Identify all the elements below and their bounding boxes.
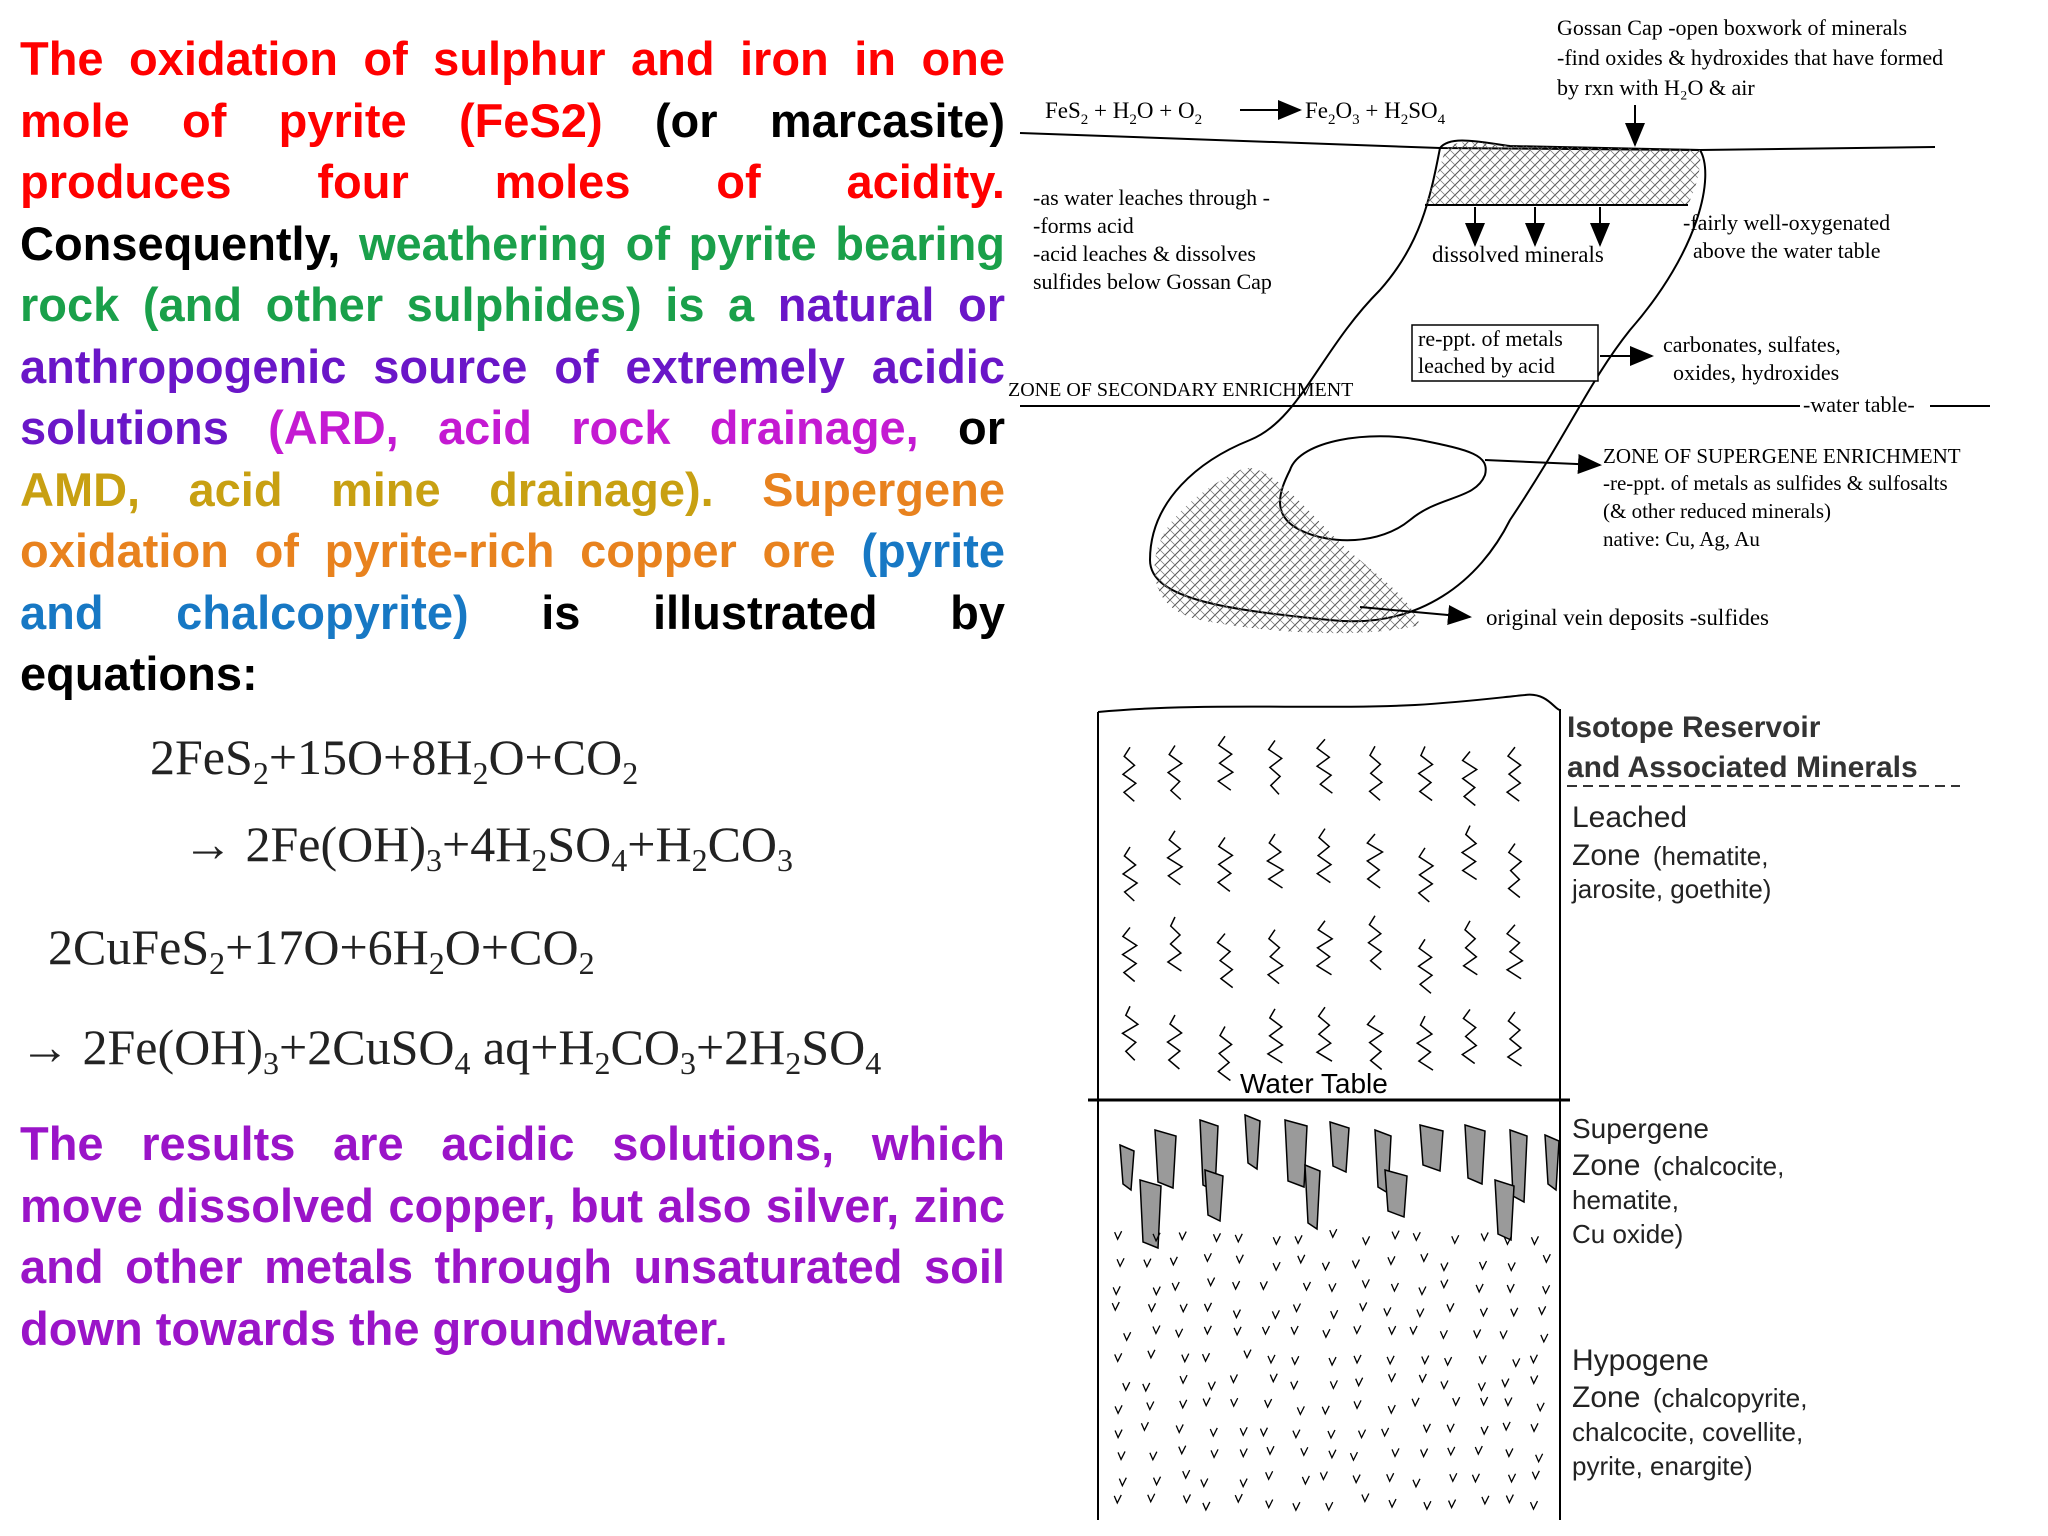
oxygenated-label: -fairly well-oxygenated above the water table	[1683, 210, 1891, 263]
hypogene-mark	[1291, 1381, 1298, 1389]
rock-fragment	[1120, 1145, 1134, 1190]
hypogene-mark	[1511, 1308, 1518, 1316]
hypogene-mark	[1272, 1310, 1279, 1318]
equation-1-products: → $2Fe(OH)_3+4H_2SO_4+H_2CO_3$	[183, 816, 794, 878]
hypogene-mark	[1266, 1500, 1273, 1508]
hypogene-mark	[1123, 1382, 1130, 1390]
hypogene-mark	[1244, 1350, 1251, 1358]
hypogene-mark	[1204, 1253, 1211, 1261]
hypogene-mark	[1481, 1232, 1488, 1240]
fracture-mark	[1267, 834, 1283, 888]
intro-paragraph	[20, 28, 1005, 705]
hypogene-mark	[1531, 1423, 1538, 1431]
hypogene-mark	[1201, 1478, 1208, 1486]
hypogene-mark	[1172, 1282, 1179, 1290]
hypogene-mark	[1531, 1236, 1538, 1244]
hypogene-mark	[1350, 1452, 1357, 1460]
hypogene-mark	[1450, 1473, 1457, 1481]
hypogene-mark	[1506, 1448, 1513, 1456]
hypogene-mark	[1268, 1355, 1275, 1363]
hypogene-mark	[1472, 1474, 1479, 1482]
hypogene-mark	[1447, 1303, 1454, 1311]
hypogene-mark	[1180, 1400, 1187, 1408]
fracture-mark	[1168, 831, 1183, 885]
hypogene-mark	[1148, 1494, 1155, 1502]
hypogene-mark	[1326, 1502, 1333, 1510]
equation-1-reactants: $2FeS_2+15O+8H_2O+CO_2$	[150, 729, 639, 791]
hypogene-mark	[1362, 1494, 1369, 1502]
hypogene-mark	[1293, 1502, 1300, 1510]
rock-fragment	[1330, 1122, 1349, 1172]
fracture-mark	[1419, 848, 1433, 902]
fracture-mark	[1462, 826, 1477, 880]
hypogene-mark	[1149, 1303, 1156, 1311]
isotope-reservoir-diagram	[1085, 690, 2048, 1536]
hypogene-mark	[1417, 1308, 1424, 1316]
hypogene-mark	[1291, 1326, 1298, 1334]
hypogene-mark	[1233, 1281, 1240, 1289]
hypogene-mark	[1532, 1471, 1539, 1479]
hypogene-mark	[1265, 1399, 1272, 1407]
hypogene-mark	[1170, 1257, 1177, 1265]
hypogene-mark	[1391, 1283, 1398, 1291]
hypogene-mark	[1419, 1286, 1426, 1294]
hypogene-mark	[1153, 1325, 1160, 1333]
hypogene-mark	[1387, 1473, 1394, 1481]
fracture-mark	[1317, 829, 1331, 883]
hypogene-mark	[1183, 1494, 1190, 1502]
hypogene-mark	[1205, 1303, 1212, 1311]
acid-leach-label: -as water leaches through - -forms acid -acid leaches & dissolves sulfides below Gossan Cap	[1033, 185, 1272, 294]
hypogene-mark	[1233, 1310, 1240, 1318]
hypogene-mark	[1179, 1446, 1186, 1454]
hypogene-mark	[1124, 1332, 1131, 1340]
fracture-mark	[1464, 921, 1478, 975]
rock-fragment	[1385, 1170, 1407, 1217]
hypogene-mark	[1273, 1236, 1280, 1244]
hypogene-mark	[1230, 1374, 1237, 1382]
hypogene-mark	[1118, 1451, 1125, 1459]
hypogene-mark	[1506, 1495, 1513, 1503]
hypogene-mark	[1356, 1378, 1363, 1386]
hypogene-mark	[1180, 1375, 1187, 1383]
hypogene-mark	[1267, 1446, 1274, 1454]
hypogene-mark	[1530, 1501, 1537, 1509]
hypogene-mark	[1115, 1430, 1122, 1438]
hypogene-mark	[1301, 1447, 1308, 1455]
hypogene-mark	[1500, 1330, 1507, 1338]
hypogene-mark	[1539, 1306, 1546, 1314]
reaction-reactants: $FeS_2 + H_2O + O_2$	[1045, 98, 1203, 128]
fracture-mark	[1462, 1009, 1476, 1063]
hypogene-mark	[1389, 1373, 1396, 1381]
fracture-mark	[1508, 1012, 1522, 1066]
hypogene-mark	[1143, 1383, 1150, 1391]
hypogene-mark	[1298, 1255, 1305, 1263]
fracture-mark	[1218, 934, 1233, 988]
hypogene-mark	[1153, 1287, 1160, 1295]
hypogene-mark	[1213, 1233, 1220, 1241]
hypogene-mark	[1322, 1406, 1329, 1414]
hypogene-mark	[1211, 1449, 1218, 1457]
hypogene-mark	[1115, 1231, 1122, 1239]
original-vein-label: original vein deposits -sulfides	[1486, 605, 1769, 630]
hypogene-mark	[1423, 1424, 1430, 1432]
hypogene-zone-marks	[1112, 1229, 1550, 1510]
hypogene-mark	[1115, 1405, 1122, 1413]
hypogene-mark	[1410, 1326, 1417, 1334]
hypogene-mark	[1354, 1400, 1361, 1408]
hypogene-mark	[1543, 1254, 1550, 1262]
hypogene-mark	[1363, 1236, 1370, 1244]
gossan-cap-label: Gossan Cap -open boxwork of minerals -find oxides & hydroxides that have formed by rxn with H₂O & air	[1557, 15, 1944, 100]
hypogene-mark	[1147, 1401, 1154, 1409]
hypogene-mark	[1389, 1326, 1396, 1334]
fracture-mark	[1218, 837, 1232, 891]
hypogene-mark	[1424, 1501, 1431, 1509]
hypogene-mark	[1505, 1397, 1512, 1405]
hypogene-mark	[1503, 1422, 1510, 1430]
intro-run-8: AMD, acid mine drainage).	[20, 462, 763, 516]
fracture-mark	[1168, 1015, 1182, 1069]
fracture-mark	[1417, 1016, 1433, 1070]
intro-run-7: or	[958, 401, 1006, 454]
fracture-mark	[1123, 1006, 1138, 1060]
hypogene-mark	[1235, 1494, 1242, 1502]
supergene-arrow	[1485, 460, 1600, 465]
intro-run-0: The oxidation of sulphur and iron in one mole of pyrite (FeS2)	[20, 32, 1005, 147]
hypogene-mark	[1388, 1256, 1395, 1264]
hypogene-mark	[1353, 1475, 1360, 1483]
hypogene-mark	[1329, 1450, 1336, 1458]
carbonates-label: carbonates, sulfates, oxides, hydroxides	[1663, 332, 1841, 385]
hypogene-mark	[1362, 1279, 1369, 1287]
hypogene-mark	[1354, 1325, 1361, 1333]
hypogene-mark	[1154, 1477, 1161, 1485]
hypogene-mark	[1412, 1398, 1419, 1406]
conclusion-paragraph: The results are acidic solutions, which move dissolved copper, but also silver, zinc and other metals through unsaturated soil down towards the groundwater.	[20, 1117, 1005, 1355]
hypogene-mark	[1513, 1358, 1520, 1366]
fracture-mark	[1507, 925, 1522, 979]
hypogene-mark	[1330, 1380, 1337, 1388]
hypogene-mark	[1352, 1260, 1359, 1268]
hypogene-mark	[1203, 1502, 1210, 1510]
hypogene-mark	[1480, 1261, 1487, 1269]
hypogene-mark	[1447, 1424, 1454, 1432]
fracture-mark	[1123, 927, 1137, 981]
rock-fragment	[1245, 1115, 1260, 1169]
fracture-mark	[1268, 1009, 1283, 1063]
fracture-mark	[1463, 751, 1477, 805]
hypogene-mark	[1531, 1375, 1538, 1383]
hypogene-mark	[1475, 1446, 1482, 1454]
hypogene-mark	[1441, 1280, 1448, 1288]
hypogene-mark	[1182, 1354, 1189, 1362]
fracture-mark	[1268, 930, 1283, 984]
hypogene-mark	[1382, 1428, 1389, 1436]
hypogene-mark	[1441, 1380, 1448, 1388]
reaction-products: $Fe_2O_3 + H_2SO_4$	[1305, 98, 1446, 128]
hypogene-mark	[1502, 1379, 1509, 1387]
leached-zone-fractures	[1123, 736, 1523, 1080]
intro-run-9: Supergene oxidation of pyrite-rich copper ore	[20, 462, 1005, 577]
hypogene-mark	[1203, 1353, 1210, 1361]
hypogene-mark	[1413, 1479, 1420, 1487]
hypogene-mark	[1262, 1326, 1269, 1334]
hypogene-mark	[1392, 1448, 1399, 1456]
fracture-mark	[1218, 1027, 1231, 1081]
hypogene-mark	[1293, 1303, 1300, 1311]
fracture-mark	[1218, 736, 1233, 790]
hypogene-mark	[1419, 1374, 1426, 1382]
hypogene-mark	[1474, 1329, 1481, 1337]
isotope-heading: Isotope Reservoir and Associated Minerals	[1567, 711, 1918, 784]
fracture-mark	[1509, 844, 1522, 898]
hypogene-mark	[1330, 1229, 1337, 1237]
hypogene-mark	[1354, 1355, 1361, 1363]
supergene-zone-label: Supergene Zone (chalcocite, hematite, Cu oxide)	[1572, 1113, 1785, 1249]
rock-fragment	[1465, 1125, 1485, 1184]
hypogene-mark	[1144, 1259, 1151, 1267]
hypogene-mark	[1141, 1422, 1148, 1430]
hypogene-mark	[1452, 1235, 1459, 1243]
hypogene-mark	[1119, 1478, 1126, 1486]
fracture-mark	[1317, 739, 1332, 793]
supergene-zone-fragments	[1120, 1115, 1559, 1248]
hypogene-mark	[1479, 1355, 1486, 1363]
rock-fragment	[1285, 1120, 1307, 1187]
rock-fragment	[1495, 1180, 1514, 1240]
hypogene-mark	[1235, 1234, 1242, 1242]
rock-fragment	[1305, 1165, 1320, 1229]
hypogene-mark	[1320, 1472, 1327, 1480]
hypogene-mark	[1482, 1496, 1489, 1504]
hypogene-mark	[1323, 1329, 1330, 1337]
hypogene-mark	[1236, 1255, 1243, 1263]
hypogene-mark	[1150, 1452, 1157, 1460]
ore-zone-diagram	[1000, 0, 2048, 660]
reppt-label: re-ppt. of metals leached by acid	[1418, 326, 1563, 378]
dissolved-minerals-label: dissolved minerals	[1432, 242, 1604, 267]
leached-zone-label: Leached Zone (hematite, jarosite, goethite)	[1572, 801, 1772, 904]
hypogene-mark	[1148, 1350, 1155, 1358]
hypogene-mark	[1234, 1327, 1241, 1335]
hypogene-mark	[1530, 1355, 1537, 1363]
fracture-mark	[1123, 747, 1136, 801]
hypogene-mark	[1204, 1326, 1211, 1334]
hypogene-mark	[1421, 1253, 1428, 1261]
intro-run-3: Consequently,	[20, 216, 359, 270]
water-table-label: Water Table	[1240, 1068, 1388, 1099]
hypogene-mark	[1360, 1302, 1367, 1310]
hypogene-mark	[1270, 1374, 1277, 1382]
hypogene-mark	[1392, 1231, 1399, 1239]
hypogene-mark	[1478, 1382, 1485, 1390]
hypogene-mark	[1481, 1397, 1488, 1405]
hypogene-mark	[1210, 1428, 1217, 1436]
hypogene-mark	[1240, 1449, 1247, 1457]
hypogene-mark	[1266, 1471, 1273, 1479]
hypogene-mark	[1440, 1330, 1447, 1338]
hypogene-mark	[1509, 1474, 1516, 1482]
intro-run-11: is illustrated by equations:	[20, 585, 1005, 700]
hypogene-mark	[1481, 1426, 1488, 1434]
hypogene-mark	[1179, 1232, 1186, 1240]
hypogene-mark	[1240, 1479, 1247, 1487]
hypogene-mark	[1322, 1262, 1329, 1270]
hypogene-mark	[1359, 1430, 1366, 1438]
rock-fragment	[1545, 1135, 1559, 1190]
hypogene-mark	[1208, 1278, 1215, 1286]
fracture-mark	[1367, 834, 1382, 888]
hypogene-zone-label: Hypogene Zone (chalcopyrite, chalcocite, covellite, pyrite, enargite)	[1572, 1344, 1808, 1481]
secondary-enrichment-label: ZONE OF SECONDARY ENRICHMENT	[1008, 379, 1354, 401]
hypogene-mark	[1183, 1470, 1190, 1478]
hypogene-mark	[1421, 1449, 1428, 1457]
intro-run-1: (or marcasite)	[654, 93, 1005, 147]
fracture-mark	[1370, 746, 1382, 800]
hypogene-mark	[1476, 1284, 1483, 1292]
hypogene-mark	[1113, 1286, 1120, 1294]
hypogene-mark	[1449, 1500, 1456, 1508]
hypogene-mark	[1329, 1283, 1336, 1291]
hypogene-mark	[1260, 1281, 1267, 1289]
hypogene-mark	[1114, 1495, 1121, 1503]
rock-fragment	[1155, 1130, 1176, 1188]
hypogene-mark	[1115, 1353, 1122, 1361]
fracture-mark	[1419, 939, 1432, 993]
hypogene-mark	[1536, 1454, 1543, 1462]
hypogene-mark	[1384, 1307, 1391, 1315]
hypogene-mark	[1329, 1357, 1336, 1365]
hypogene-mark	[1293, 1430, 1300, 1438]
intro-run-5: natural or anthropogenic source of extremely acidic solutions	[20, 278, 1005, 454]
hypogene-mark	[1441, 1262, 1448, 1270]
hypogene-mark	[1388, 1405, 1395, 1413]
hypogene-mark	[1331, 1310, 1338, 1318]
hypogene-mark	[1302, 1476, 1309, 1484]
hypogene-mark	[1303, 1282, 1310, 1290]
hypogene-mark	[1180, 1304, 1187, 1312]
hypogene-mark	[1445, 1357, 1452, 1365]
gossan-cap-hatch	[1425, 142, 1700, 205]
hypogene-mark	[1203, 1398, 1210, 1406]
hypogene-mark	[1453, 1397, 1460, 1405]
hypogene-mark	[1541, 1334, 1548, 1342]
fracture-mark	[1168, 917, 1182, 971]
hypogene-mark	[1480, 1308, 1487, 1316]
hypogene-mark	[1297, 1406, 1304, 1414]
fracture-mark	[1507, 747, 1521, 801]
hypogene-mark	[1176, 1329, 1183, 1337]
fracture-mark	[1168, 745, 1182, 799]
equation-2-reactants: $2CuFeS_2+17O+6H_2O+CO_2$	[48, 919, 595, 981]
hypogene-mark	[1112, 1302, 1119, 1310]
hypogene-mark	[1176, 1424, 1183, 1432]
hypogene-mark	[1328, 1430, 1335, 1438]
hypogene-mark	[1387, 1356, 1394, 1364]
supergene-label: ZONE OF SUPERGENE ENRICHMENT -re-ppt. of metals as sulfides & sulfosalts (& other reduced minerals) native: Cu, Ag, Au	[1603, 444, 1961, 551]
hypogene-mark	[1295, 1235, 1302, 1243]
hypogene-mark	[1117, 1258, 1124, 1266]
hypogene-mark	[1507, 1284, 1514, 1292]
equation-2-products: → $2Fe(OH)_3+2CuSO_4$ $aq+H_2CO_3+2H_2SO_4$	[20, 1019, 882, 1081]
fracture-mark	[1317, 921, 1332, 975]
hypogene-mark	[1543, 1285, 1550, 1293]
intro-run-10: (pyrite and chalcopyrite)	[20, 524, 1005, 639]
water-table-label: -water table-	[1803, 392, 1915, 417]
rock-fragment	[1205, 1170, 1223, 1221]
fracture-mark	[1317, 1007, 1332, 1061]
hypogene-mark	[1240, 1427, 1247, 1435]
hypogene-mark	[1422, 1356, 1429, 1364]
fracture-mark	[1369, 916, 1382, 970]
hypogene-mark	[1389, 1499, 1396, 1507]
intro-run-4: weathering of pyrite bearing rock (and other sulphides) is a	[20, 216, 1005, 331]
hypogene-mark	[1413, 1232, 1420, 1240]
hypogene-mark	[1273, 1262, 1280, 1270]
intro-run-2: produces four moles of acidity.	[20, 155, 1005, 208]
fracture-mark	[1368, 1016, 1383, 1070]
fracture-mark	[1419, 746, 1433, 800]
hypogene-mark	[1260, 1428, 1267, 1436]
hypogene-mark	[1448, 1447, 1455, 1455]
intro-run-6: (ARD, acid rock drainage,	[268, 401, 959, 454]
hypogene-mark	[1508, 1262, 1515, 1270]
rock-fragment	[1420, 1125, 1443, 1171]
hypogene-mark	[1208, 1382, 1215, 1390]
hypogene-mark	[1537, 1403, 1544, 1411]
hypogene-mark	[1231, 1398, 1238, 1406]
hypogene-mark	[1292, 1356, 1299, 1364]
fracture-mark	[1123, 847, 1137, 901]
fracture-mark	[1269, 740, 1282, 794]
